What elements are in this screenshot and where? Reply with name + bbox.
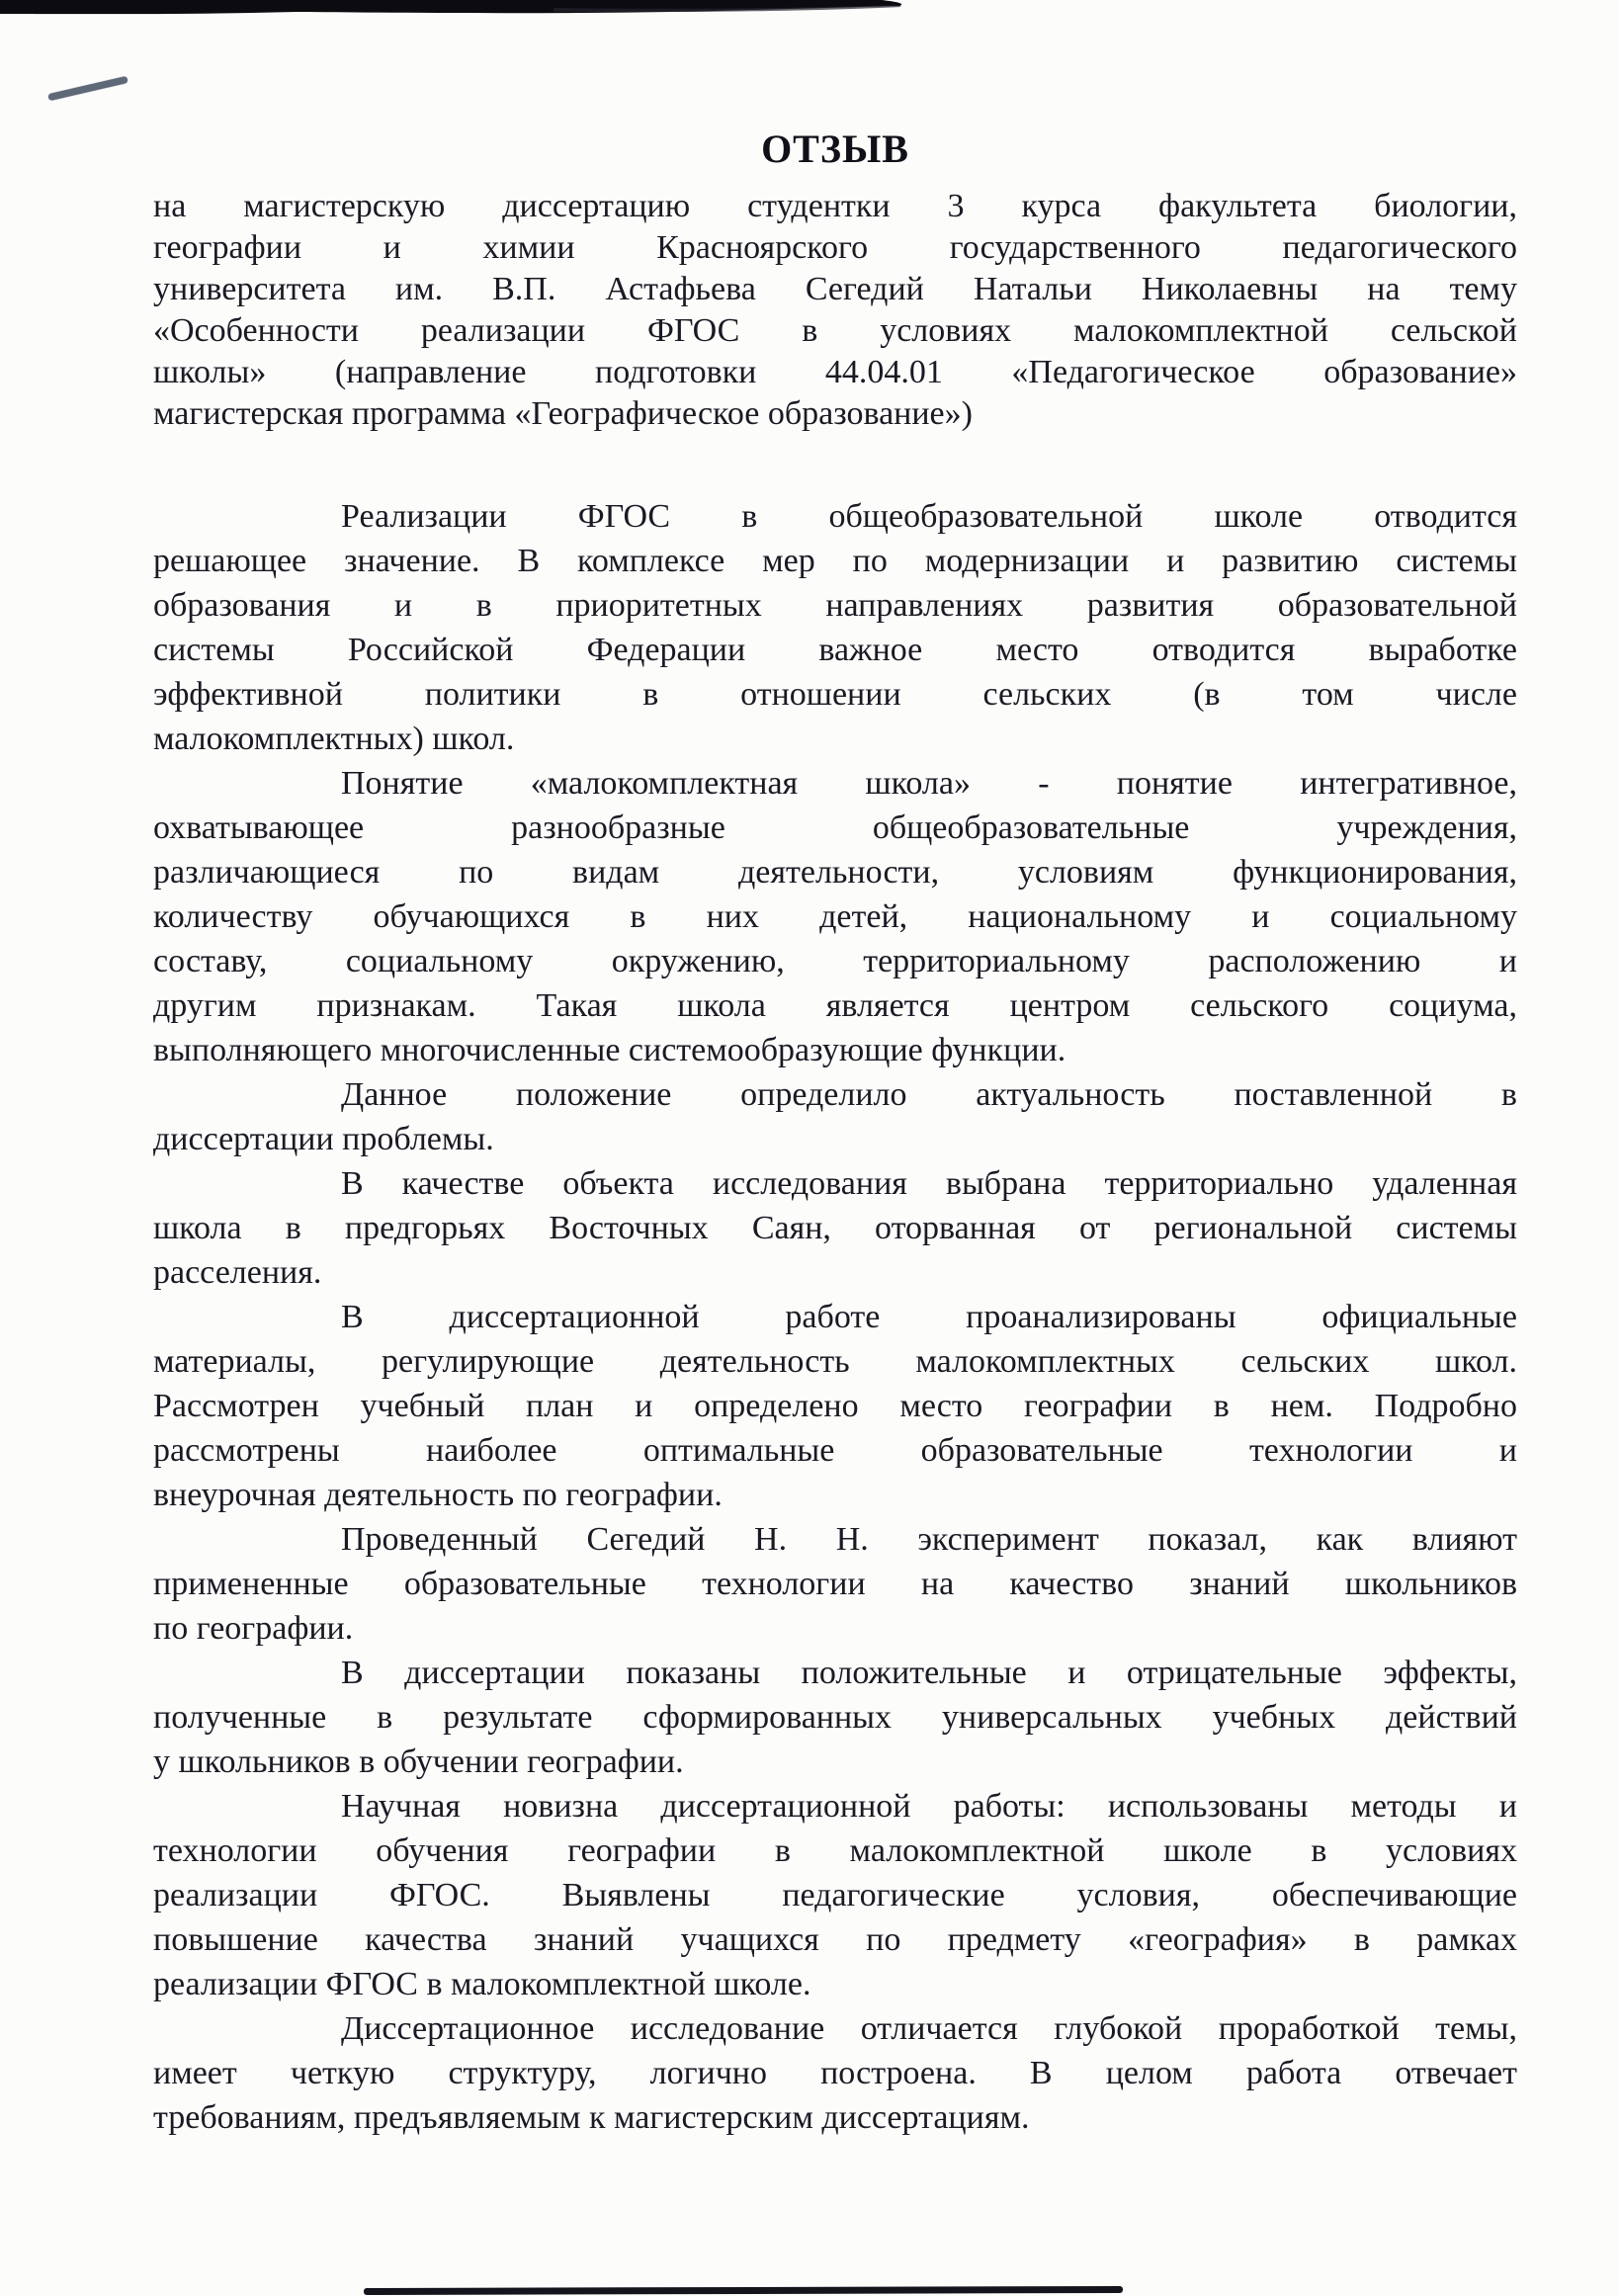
text-line: В качестве объекта исследования выбрана территориально удаленная bbox=[341, 1165, 1517, 1202]
text-line: различающиеся по видам деятельности, условиям функционирования, bbox=[153, 854, 1517, 891]
text-line: Данное положение определило актуальность поставленной в bbox=[341, 1076, 1517, 1113]
text-line: В диссертационной работе проанализированы официальные bbox=[341, 1299, 1517, 1335]
scan-edge-artifact-bottom bbox=[364, 2286, 1123, 2295]
text-line: Диссертационное исследование отличается глубокой проработкой темы, bbox=[341, 2010, 1517, 2047]
text-line: диссертации проблемы. bbox=[153, 1121, 494, 1157]
text-line: составу, социальному окружению, территориальному расположению и bbox=[153, 943, 1517, 979]
text-line: Проведенный Сегедий Н. Н. эксперимент показал, как влияют bbox=[341, 1521, 1517, 1558]
paragraph bbox=[153, 494, 1517, 761]
text-line: университета им. В.П. Астафьева Сегедий Натальи Николаевны на тему bbox=[153, 271, 1517, 307]
text-line: Понятие «малокомплектная школа» - понятие интегративное, bbox=[341, 765, 1517, 802]
text-line: образования и в приоритетных направлениях развития образовательной bbox=[153, 587, 1517, 624]
paragraph bbox=[153, 186, 1517, 435]
text-line: у школьников в обучении географии. bbox=[153, 1743, 684, 1780]
text-line: «Особенности реализации ФГОС в условиях малокомплектной сельской bbox=[153, 312, 1517, 349]
text-line: реализации ФГОС. Выявлены педагогические условия, обеспечивающие bbox=[153, 1877, 1517, 1913]
text-line: магистерская программа «Географическое образование») bbox=[153, 395, 973, 432]
text-line: полученные в результате сформированных универсальных учебных действий bbox=[153, 1699, 1517, 1736]
pen-stroke-artifact bbox=[47, 76, 128, 101]
paragraph bbox=[153, 1072, 1517, 1161]
paragraph bbox=[153, 1295, 1517, 1517]
text-line: требованиям, предъявляемым к магистерским диссертациям. bbox=[153, 2099, 1030, 2136]
text-line: Реализации ФГОС в общеобразовательной школе отводится bbox=[341, 498, 1517, 535]
text-line: примененные образовательные технологии на качество знаний школьников bbox=[153, 1566, 1517, 1602]
text-line: Рассмотрен учебный план и определено место географии в нем. Подробно bbox=[153, 1388, 1517, 1424]
scan-edge-artifact-top bbox=[0, 0, 1619, 26]
text-line: реализации ФГОС в малокомплектной школе. bbox=[153, 1966, 811, 2002]
text-line: охватывающее разнообразные общеобразовательные учреждения, bbox=[153, 809, 1517, 846]
text-line: на магистерскую диссертацию студентки 3 курса факультета биологии, bbox=[153, 188, 1517, 224]
document-body bbox=[153, 127, 1517, 2140]
text-line: выполняющего многочисленные системообразующие функции. bbox=[153, 1032, 1066, 1068]
text-line: материалы, регулирующие деятельность малокомплектных сельских школ. bbox=[153, 1343, 1517, 1380]
text-line: В диссертации показаны положительные и отрицательные эффекты, bbox=[341, 1655, 1517, 1691]
text-line: малокомплектных) школ. bbox=[153, 721, 515, 757]
text-line: географии и химии Красноярского государственного педагогического bbox=[153, 229, 1517, 266]
text-line: системы Российской Федерации важное место отводится выработке bbox=[153, 632, 1517, 668]
text-line: по географии. bbox=[153, 1610, 354, 1647]
paragraph bbox=[153, 761, 1517, 1072]
text-line: школа в предгорьях Восточных Саян, оторванная от региональной системы bbox=[153, 1210, 1517, 1246]
paragraph bbox=[153, 1651, 1517, 1784]
text-line: Научная новизна диссертационной работы: использованы методы и bbox=[341, 1788, 1517, 1825]
text-line: школы» (направление подготовки 44.04.01 «Педагогическое образование» bbox=[153, 354, 1517, 390]
text-line: повышение качества знаний учащихся по предмету «география» в рамках bbox=[153, 1921, 1517, 1958]
text-line: расселения. bbox=[153, 1254, 322, 1291]
text-line: имеет четкую структуру, логично построена. В целом работа отвечает bbox=[153, 2055, 1517, 2091]
text-line: количеству обучающихся в них детей, национальному и социальному bbox=[153, 898, 1517, 935]
document-title: ОТЗЫВ bbox=[761, 127, 909, 171]
text-line: внеурочная деятельность по географии. bbox=[153, 1477, 723, 1513]
text-line: рассмотрены наиболее оптимальные образовательные технологии и bbox=[153, 1432, 1517, 1469]
paragraph bbox=[153, 1784, 1517, 2006]
text-line: другим признакам. Такая школа является центром сельского социума, bbox=[153, 987, 1517, 1024]
paragraph bbox=[153, 1161, 1517, 1295]
paragraph bbox=[153, 2006, 1517, 2140]
text-line: эффективной политики в отношении сельских (в том числе bbox=[153, 676, 1517, 713]
paragraph bbox=[153, 1517, 1517, 1651]
text-line: технологии обучения географии в малокомплектной школе в условиях bbox=[153, 1832, 1517, 1869]
text-line: решающее значение. В комплексе мер по модернизации и развитию системы bbox=[153, 543, 1517, 579]
